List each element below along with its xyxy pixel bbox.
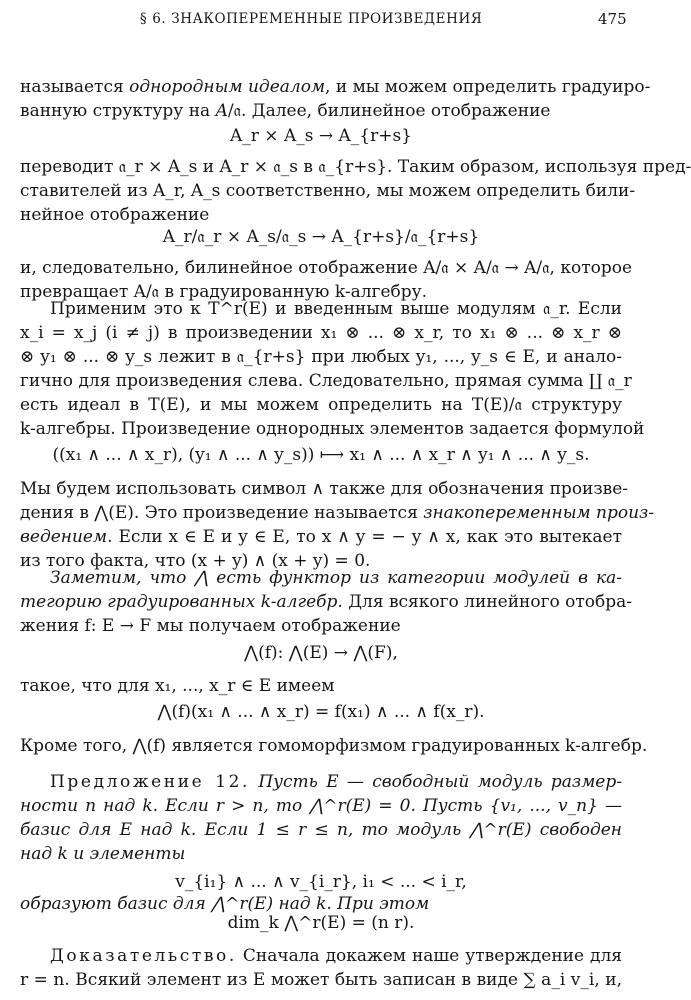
text-line: и, следовательно, билинейное отображение A/𝔞 × A/𝔞 → A/𝔞, которое bbox=[20, 258, 633, 278]
proof-heading: Доказательство. Сначала докажем наше утверждение для bbox=[50, 946, 622, 966]
text-line: ности n над k. Если r > n, то ⋀^r(E) = 0. Пусть {v₁, ..., v_n} — bbox=[20, 796, 622, 816]
running-title: § 6. ЗНАКОПЕРЕМЕННЫЕ ПРОИЗВЕДЕНИЯ bbox=[140, 11, 483, 27]
text-line: есть идеал в T(E), и мы можем определить на T(E)/𝔞 структуру bbox=[20, 395, 622, 415]
text-line: дения в ⋀(E). Это произведение называется знакопеременным произ- bbox=[20, 503, 655, 523]
text-line: гично для произведения слева. Следовательно, прямая сумма ∐ 𝔞_r bbox=[20, 371, 632, 391]
text-line: Мы будем использовать символ ∧ также для обозначения произве- bbox=[20, 479, 629, 499]
text-line: базис для E над k. Если 1 ≤ r ≤ n, то модуль ⋀^r(E) свободен bbox=[20, 820, 622, 840]
text-line: называется однородным идеалом, и мы можем определить градуиро- bbox=[20, 77, 651, 97]
text-line: x_i = x_j (i ≠ j) в произведении x₁ ⊗ ... ⊗ x_r, то x₁ ⊗ ... ⊗ x_r ⊗ bbox=[20, 323, 622, 343]
text-line: переводит 𝔞_r × A_s и A_r × 𝔞_s в 𝔞_{r+s}. Таким образом, используя пред- bbox=[20, 157, 691, 177]
text-line: образуют базис для ⋀^r(E) над k. При этом bbox=[20, 894, 430, 914]
text-line: превращает A/𝔞 в градуированную k-алгебру. bbox=[20, 282, 428, 302]
proposition-heading: Предложение 12. Пусть E — свободный модуль размер- bbox=[50, 772, 622, 792]
text-line: над k и элементы bbox=[20, 844, 186, 864]
display-formula: A_r/𝔞_r × A_s/𝔞_s → A_{r+s}/𝔞_{r+s} bbox=[162, 227, 480, 247]
display-formula: v_{i₁} ∧ ... ∧ v_{i_r}, i₁ < ... < i_r, bbox=[175, 872, 467, 892]
term-homogeneous-ideal: однородным идеалом bbox=[129, 77, 326, 97]
term-alternating-product: знакопеременным произ- bbox=[423, 503, 655, 523]
text-line: ставителей из A_r, A_s соответственно, мы можем определить били- bbox=[20, 181, 636, 201]
text-line: r = n. Всякий элемент из E может быть записан в виде ∑ a_i v_i, и, bbox=[20, 970, 622, 990]
text-line: из того факта, что (x + y) ∧ (x + y) = 0. bbox=[20, 551, 371, 571]
text-line: ванную структуру на A/𝔞. Далее, билинейное отображение bbox=[20, 101, 551, 121]
display-formula: ⋀(f): ⋀(E) → ⋀(F), bbox=[244, 643, 398, 663]
page-number: 475 bbox=[598, 10, 627, 28]
text-line: жения f: E → F мы получаем отображение bbox=[20, 616, 401, 636]
display-formula: ((x₁ ∧ ... ∧ x_r), (y₁ ∧ ... ∧ y_s)) ⟼ x₁ ∧ ... ∧ x_r ∧ y₁ ∧ ... ∧ y_s. bbox=[52, 445, 590, 465]
display-formula: ⋀(f)(x₁ ∧ ... ∧ x_r) = f(x₁) ∧ ... ∧ f(x_r). bbox=[157, 702, 485, 722]
text-line: Кроме того, ⋀(f) является гомоморфизмом градуированных k-алгебр. bbox=[20, 736, 648, 756]
text-line: такое, что для x₁, ..., x_r ∈ E имеем bbox=[20, 676, 335, 696]
paragraph-start: Заметим, что ⋀ есть функтор из категории модулей в ка- bbox=[50, 568, 622, 588]
running-head bbox=[0, 10, 642, 30]
text-line: ведением. Если x ∈ E и y ∈ E, то x ∧ y = − y ∧ x, как это вытекает bbox=[20, 527, 622, 547]
text-line: тегорию градуированных k-алгебр. Для всякого линейного отобра- bbox=[20, 592, 633, 612]
display-formula: A_r × A_s → A_{r+s} bbox=[229, 126, 412, 146]
display-formula: dim_k ⋀^r(E) = (n r). bbox=[227, 913, 415, 933]
paragraph-start: Применим это к T^r(E) и введенным выше модулям 𝔞_r. Если bbox=[50, 299, 622, 319]
text-line: ⊗ y₁ ⊗ ... ⊗ y_s лежит в 𝔞_{r+s} при любых y₁, ..., y_s ∈ E, и анало- bbox=[20, 347, 622, 367]
text-line: k-алгебры. Произведение однородных элементов задается формулой bbox=[20, 419, 645, 439]
text-line: нейное отображение bbox=[20, 205, 210, 225]
